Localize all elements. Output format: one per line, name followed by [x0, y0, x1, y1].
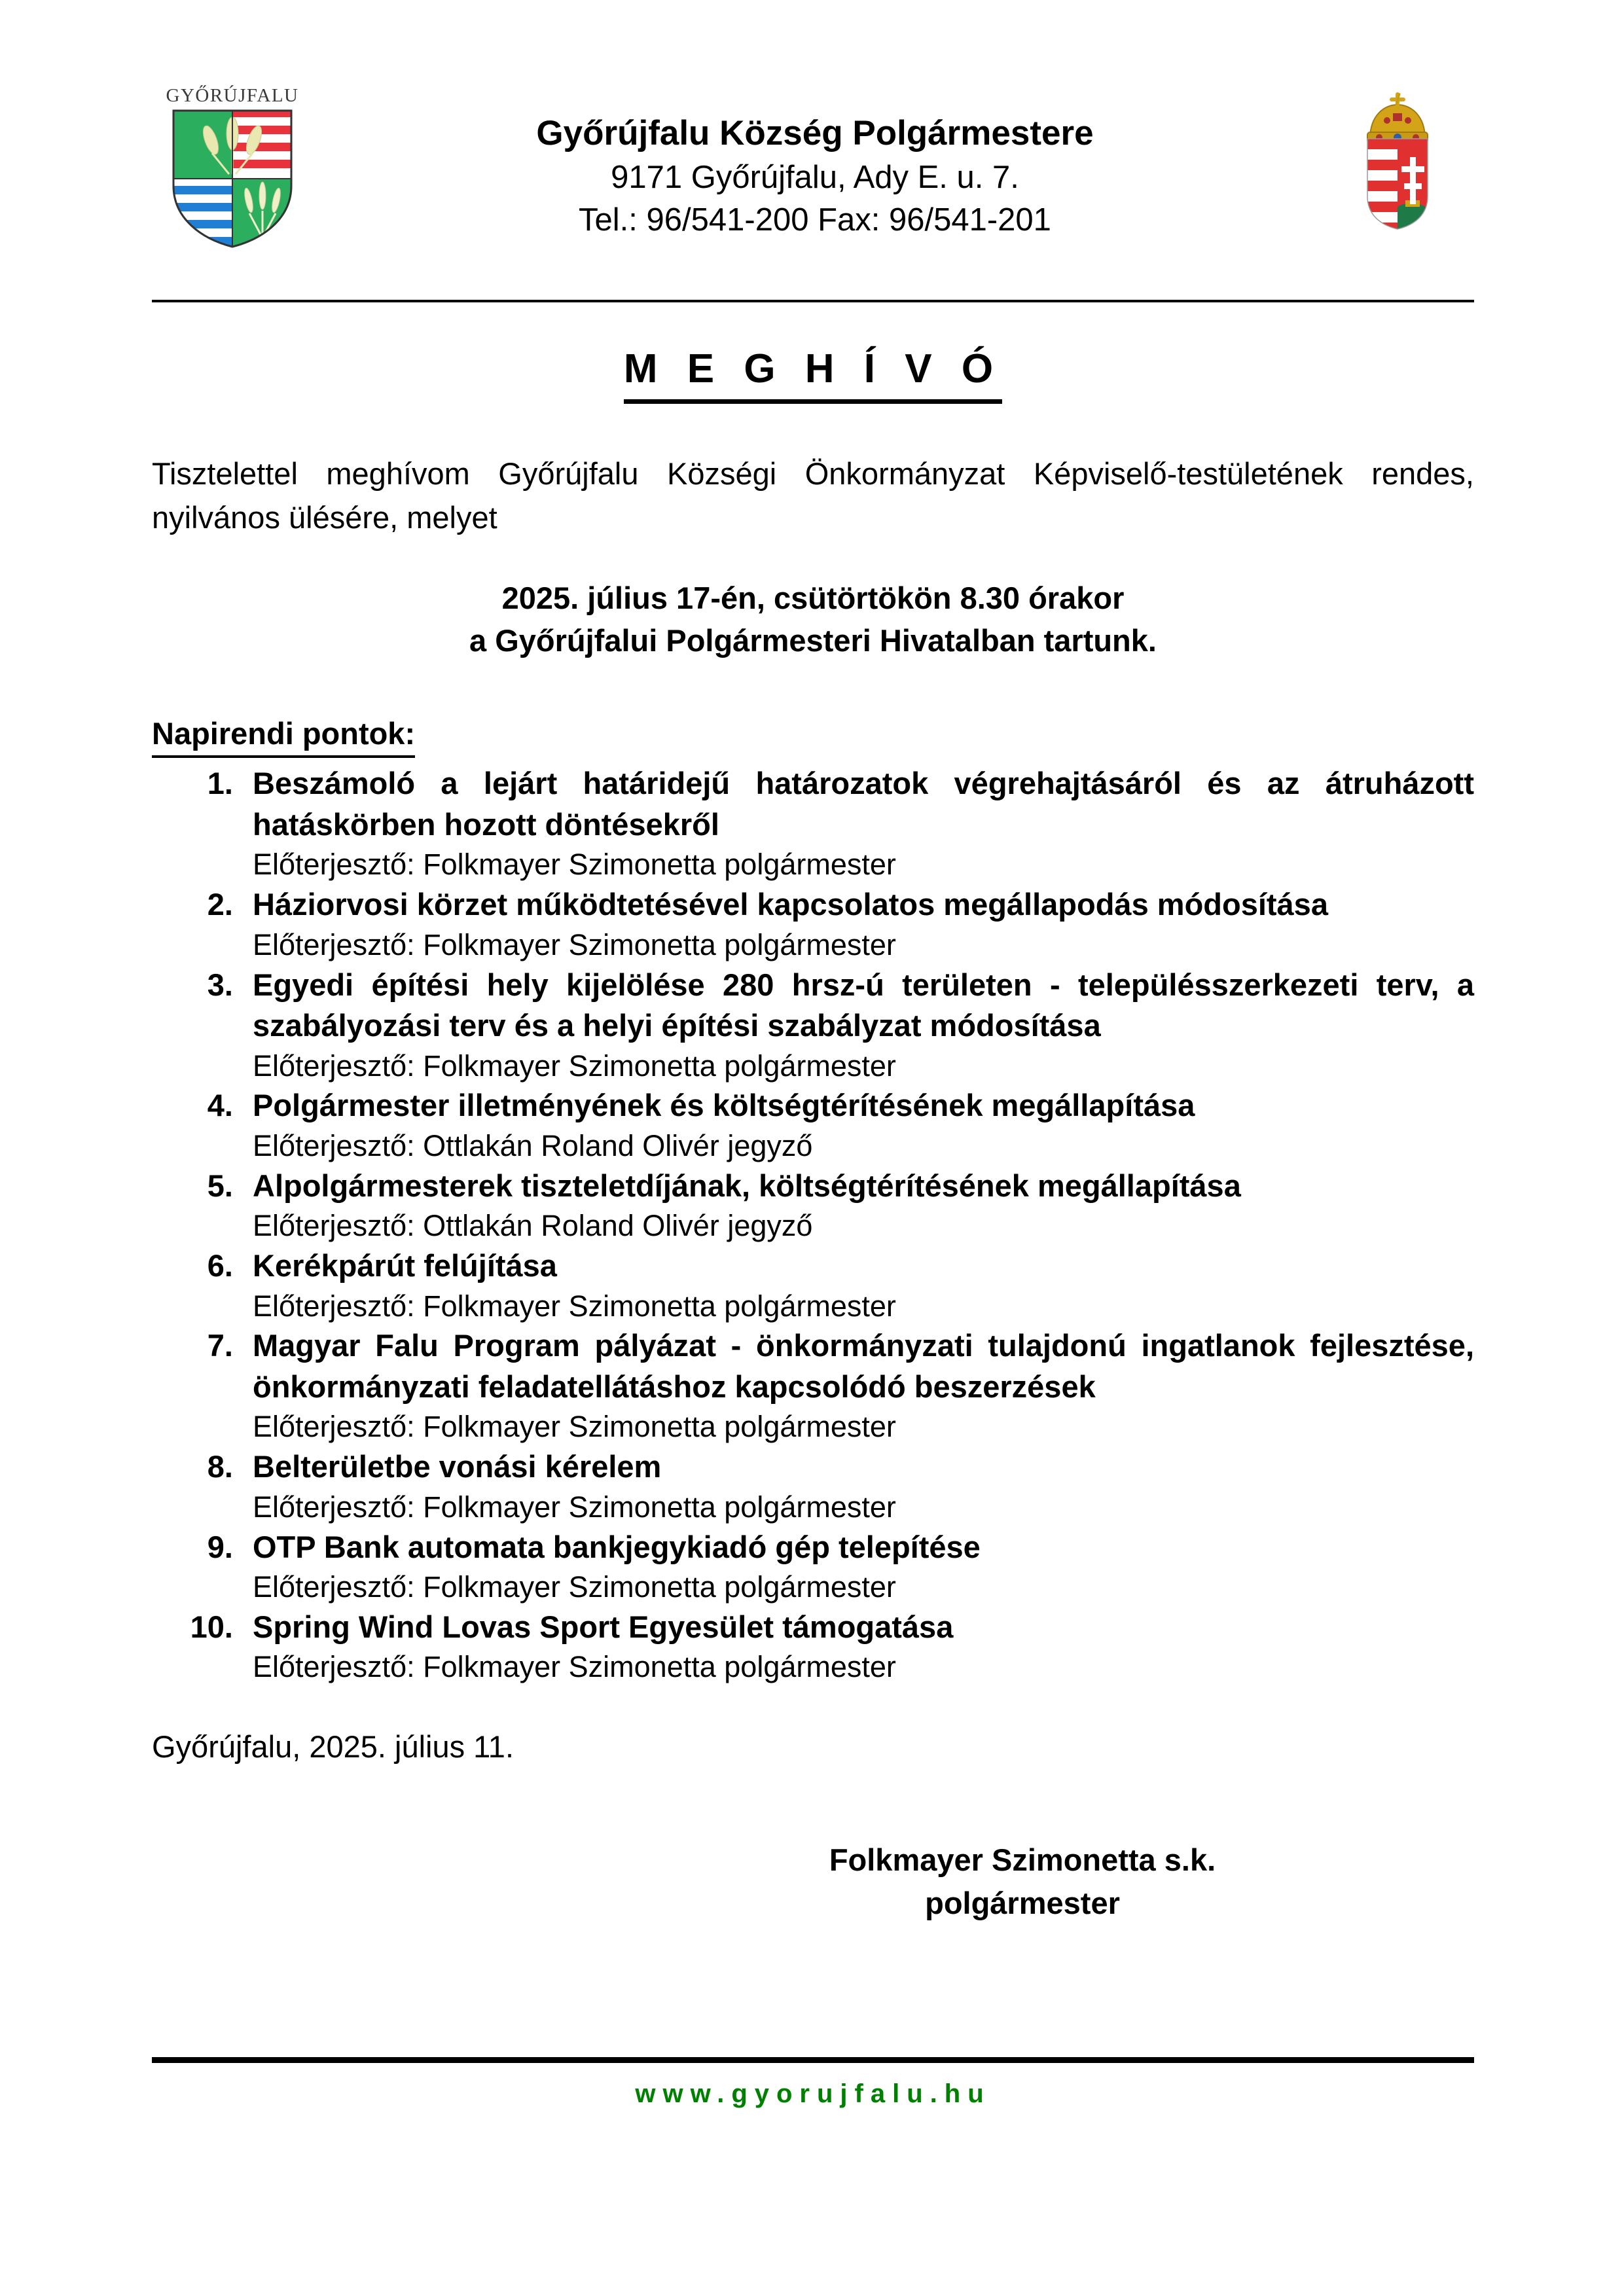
agenda-item-title: Kerékpárút felújítása [253, 1248, 557, 1283]
agenda-item-number: 9. [207, 1529, 233, 1564]
agenda-item [152, 1085, 1474, 1165]
office-address: 9171 Győrújfalu, Ady E. u. 7. [611, 159, 1019, 195]
website-url[interactable]: www.gyorujfalu.hu [635, 2079, 991, 2108]
agenda-item [152, 1246, 1474, 1325]
agenda-item-presenter: Előterjesztő: Folkmayer Szimonetta polgármester [253, 927, 896, 961]
agenda-item [152, 1527, 1474, 1607]
agenda-item-title: Magyar Falu Program pályázat - önkormányzati tulajdonú ingatlanok fejlesztése, önkormányzati feladatellátáshoz kapcsolódó beszerzések [253, 1328, 1474, 1404]
agenda-item-number: 10. [190, 1609, 233, 1644]
agenda-heading [152, 713, 1474, 758]
meeting-date-time: 2025. július 17-én, csütörtökön 8.30 órakor [501, 580, 1125, 615]
document-body [152, 327, 1474, 1924]
agenda-heading-text: Napirendi pontok: [152, 713, 415, 758]
gyorujfalu-crest-label: GYŐRÚJFALU [166, 85, 299, 106]
office-header-text [314, 79, 1316, 241]
agenda-item-title: Spring Wind Lovas Sport Egyesület támogatása [253, 1609, 954, 1644]
agenda-item-title: Egyedi építési hely kijelölése 280 hrsz-ú területen - településszerkezeti terv, a szabályozási terv és a helyi építési szabályzat módosítása [253, 967, 1474, 1043]
meeting-datetime-block [152, 577, 1474, 663]
agenda-item-presenter: Előterjesztő: Ottlakán Roland Olivér jegyző [253, 1209, 813, 1243]
agenda-item [152, 965, 1474, 1086]
agenda-item-presenter: Előterjesztő: Folkmayer Szimonetta polgármester [253, 1289, 896, 1323]
agenda-item-number: 6. [207, 1248, 233, 1283]
document-footer [152, 2078, 1474, 2109]
agenda-item [152, 763, 1474, 884]
office-title: Győrújfalu Község Polgármestere [536, 114, 1094, 152]
agenda-item-title: Beszámoló a lejárt határidejű határozatok végrehajtásáról és az átruházott hatáskörben hozott döntésekről [253, 766, 1474, 842]
header-divider [152, 300, 1474, 302]
agenda-list [152, 763, 1474, 1687]
page-title [152, 347, 1474, 404]
signatory-role: polgármester [925, 1885, 1120, 1920]
office-contact: Tel.: 96/541-200 Fax: 96/541-201 [579, 202, 1051, 238]
agenda-item-number: 1. [207, 766, 233, 801]
agenda-item-title: Háziorvosi körzet működtetésével kapcsolatos megállapodás módosítása [253, 887, 1328, 922]
hungary-crest-block [1316, 79, 1479, 232]
agenda-item-presenter: Előterjesztő: Folkmayer Szimonetta polgármester [253, 1410, 896, 1444]
footer-divider [152, 2057, 1474, 2063]
hungary-coat-of-arms-icon [1345, 92, 1450, 232]
agenda-item-title: Polgármester illetményének és költségtérítésének megállapítása [253, 1088, 1195, 1123]
agenda-item-number: 8. [207, 1449, 233, 1484]
agenda-item-presenter: Előterjesztő: Folkmayer Szimonetta polgármester [253, 848, 896, 882]
agenda-item [152, 1607, 1474, 1687]
agenda-item-presenter: Előterjesztő: Folkmayer Szimonetta polgármester [253, 1049, 896, 1083]
agenda-item-presenter: Előterjesztő: Folkmayer Szimonetta polgármester [253, 1570, 896, 1604]
agenda-item-number: 2. [207, 887, 233, 922]
invitation-intro: Tisztelettel meghívom Győrújfalu Községi Önkormányzat Képviselő-testületének rendes, nyilvános ülésére, melyet [152, 456, 1474, 535]
agenda-item [152, 884, 1474, 964]
agenda-item-number: 4. [207, 1088, 233, 1123]
agenda-item-number: 5. [207, 1168, 233, 1203]
place-and-date: Győrújfalu, 2025. július 11. [152, 1729, 514, 1765]
agenda-item-title: Belterületbe vonási kérelem [253, 1449, 662, 1484]
agenda-item-number: 7. [207, 1328, 233, 1363]
agenda-item-presenter: Előterjesztő: Folkmayer Szimonetta polgármester [253, 1650, 896, 1684]
agenda-item-number: 3. [207, 967, 233, 1002]
agenda-item [152, 1166, 1474, 1246]
agenda-item-presenter: Előterjesztő: Folkmayer Szimonetta polgármester [253, 1490, 896, 1524]
agenda-item-title: Alpolgármesterek tiszteletdíjának, költségtérítésének megállapítása [253, 1168, 1241, 1203]
signatory-name: Folkmayer Szimonetta s.k. [829, 1842, 1216, 1877]
agenda-item-title: OTP Bank automata bankjegykiadó gép telepítése [253, 1529, 981, 1564]
page-title-text: M E G H Í V Ó [624, 347, 1002, 404]
document-header [151, 79, 1479, 268]
signature-block [152, 1839, 1474, 1925]
agenda-item [152, 1446, 1474, 1526]
gyorujfalu-crest-block [151, 79, 314, 249]
meeting-location: a Győrújfalui Polgármesteri Hivatalban tartunk. [469, 623, 1157, 658]
agenda-item-presenter: Előterjesztő: Ottlakán Roland Olivér jegyző [253, 1128, 813, 1162]
gyorujfalu-coat-of-arms-icon [171, 109, 293, 249]
agenda-item [152, 1325, 1474, 1446]
